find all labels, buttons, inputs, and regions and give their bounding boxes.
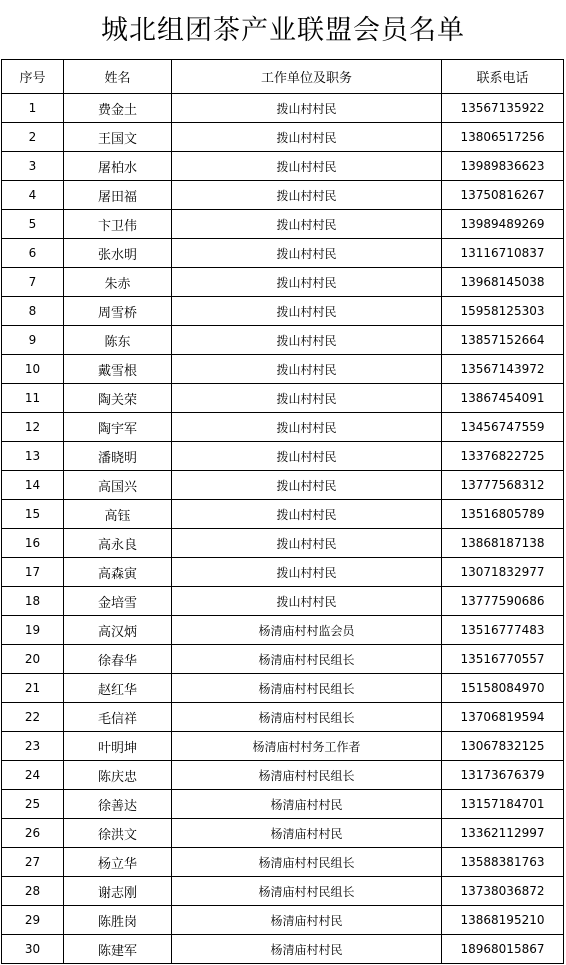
table-row: [2, 906, 564, 935]
cell-name: 陶关荣: [64, 384, 172, 413]
table-row: [2, 616, 564, 645]
cell-phone: 13567143972: [442, 355, 564, 384]
cell-position: 拨山村村民: [172, 587, 442, 616]
cell-index: 20: [2, 645, 64, 674]
cell-phone: 13989836623: [442, 152, 564, 181]
table-body: [2, 94, 564, 964]
cell-position: 拨山村村民: [172, 94, 442, 123]
cell-name: 谢志刚: [64, 877, 172, 906]
cell-name: 金培雪: [64, 587, 172, 616]
cell-name: 赵红华: [64, 674, 172, 703]
cell-position: 拨山村村民: [172, 442, 442, 471]
cell-position: 杨清庙村村民组长: [172, 877, 442, 906]
cell-index: 8: [2, 297, 64, 326]
cell-index: 9: [2, 326, 64, 355]
table-header-row: [2, 60, 564, 94]
cell-index: 11: [2, 384, 64, 413]
cell-phone: 13567135922: [442, 94, 564, 123]
cell-index: 4: [2, 181, 64, 210]
table-row: [2, 326, 564, 355]
cell-index: 7: [2, 268, 64, 297]
cell-position: 杨清庙村村民组长: [172, 761, 442, 790]
table-row: [2, 239, 564, 268]
cell-index: 3: [2, 152, 64, 181]
cell-index: 23: [2, 732, 64, 761]
cell-position: 杨清庙村村监会员: [172, 616, 442, 645]
table-row: [2, 935, 564, 964]
table-row: [2, 442, 564, 471]
cell-phone: 13738036872: [442, 877, 564, 906]
table-row: [2, 558, 564, 587]
cell-phone: 13456747559: [442, 413, 564, 442]
cell-position: 拨山村村民: [172, 326, 442, 355]
cell-name: 卞卫伟: [64, 210, 172, 239]
header-index: 序号: [2, 60, 64, 94]
cell-phone: 13116710837: [442, 239, 564, 268]
cell-phone: 13157184701: [442, 790, 564, 819]
cell-phone: 13750816267: [442, 181, 564, 210]
table-row: [2, 732, 564, 761]
cell-phone: 13173676379: [442, 761, 564, 790]
cell-position: 杨清庙村村民组长: [172, 703, 442, 732]
cell-index: 22: [2, 703, 64, 732]
cell-name: 陶宇军: [64, 413, 172, 442]
cell-name: 屠柏水: [64, 152, 172, 181]
cell-phone: 13706819594: [442, 703, 564, 732]
cell-position: 拨山村村民: [172, 558, 442, 587]
cell-phone: 13071832977: [442, 558, 564, 587]
table-row: [2, 210, 564, 239]
cell-position: 拨山村村民: [172, 471, 442, 500]
cell-index: 19: [2, 616, 64, 645]
cell-phone: 13516805789: [442, 500, 564, 529]
cell-index: 21: [2, 674, 64, 703]
cell-name: 陈庆忠: [64, 761, 172, 790]
cell-position: 杨清庙村村民组长: [172, 674, 442, 703]
cell-index: 5: [2, 210, 64, 239]
cell-index: 12: [2, 413, 64, 442]
cell-index: 6: [2, 239, 64, 268]
cell-name: 朱赤: [64, 268, 172, 297]
cell-index: 14: [2, 471, 64, 500]
table-row: [2, 94, 564, 123]
cell-position: 拨山村村民: [172, 297, 442, 326]
cell-name: 高国兴: [64, 471, 172, 500]
cell-name: 毛信祥: [64, 703, 172, 732]
cell-phone: 15958125303: [442, 297, 564, 326]
cell-position: 拨山村村民: [172, 210, 442, 239]
cell-name: 戴雪根: [64, 355, 172, 384]
cell-phone: 13362112997: [442, 819, 564, 848]
cell-position: 拨山村村民: [172, 384, 442, 413]
cell-index: 30: [2, 935, 64, 964]
cell-name: 高永良: [64, 529, 172, 558]
cell-name: 陈胜岗: [64, 906, 172, 935]
table-row: [2, 645, 564, 674]
cell-index: 26: [2, 819, 64, 848]
cell-name: 高汉炳: [64, 616, 172, 645]
cell-index: 24: [2, 761, 64, 790]
cell-phone: 13516770557: [442, 645, 564, 674]
cell-phone: 18968015867: [442, 935, 564, 964]
page-title: 城北组团茶产业联盟会员名单: [101, 15, 465, 46]
cell-name: 徐洪文: [64, 819, 172, 848]
cell-position: 杨清庙村村民: [172, 906, 442, 935]
table-row: [2, 500, 564, 529]
table-row: [2, 761, 564, 790]
table-row: [2, 181, 564, 210]
cell-name: 徐春华: [64, 645, 172, 674]
cell-phone: 13777568312: [442, 471, 564, 500]
cell-phone: 13867454091: [442, 384, 564, 413]
table-row: [2, 123, 564, 152]
table-row: [2, 877, 564, 906]
cell-position: 拨山村村民: [172, 123, 442, 152]
cell-name: 陈东: [64, 326, 172, 355]
cell-name: 潘晓明: [64, 442, 172, 471]
table-row: [2, 384, 564, 413]
cell-phone: 13376822725: [442, 442, 564, 471]
cell-index: 28: [2, 877, 64, 906]
cell-name: 王国文: [64, 123, 172, 152]
cell-phone: 13968145038: [442, 268, 564, 297]
cell-position: 杨清庙村村务工作者: [172, 732, 442, 761]
cell-position: 拨山村村民: [172, 355, 442, 384]
cell-index: 13: [2, 442, 64, 471]
table-row: [2, 819, 564, 848]
cell-index: 18: [2, 587, 64, 616]
cell-index: 27: [2, 848, 64, 877]
cell-name: 徐善达: [64, 790, 172, 819]
cell-phone: 13989489269: [442, 210, 564, 239]
cell-index: 16: [2, 529, 64, 558]
cell-name: 屠田福: [64, 181, 172, 210]
cell-position: 拨山村村民: [172, 152, 442, 181]
cell-position: 拨山村村民: [172, 239, 442, 268]
cell-index: 29: [2, 906, 64, 935]
cell-phone: 13868187138: [442, 529, 564, 558]
cell-position: 杨清庙村村民组长: [172, 645, 442, 674]
table-row: [2, 413, 564, 442]
cell-position: 杨清庙村村民: [172, 935, 442, 964]
header-position: 工作单位及职务: [172, 60, 442, 94]
cell-phone: 13588381763: [442, 848, 564, 877]
table-row: [2, 529, 564, 558]
cell-phone: 15158084970: [442, 674, 564, 703]
cell-position: 拨山村村民: [172, 500, 442, 529]
cell-position: 杨清庙村村民组长: [172, 848, 442, 877]
table-row: [2, 587, 564, 616]
cell-name: 叶明坤: [64, 732, 172, 761]
header-phone: 联系电话: [442, 60, 564, 94]
table-row: [2, 848, 564, 877]
table-row: [2, 471, 564, 500]
cell-phone: 13857152664: [442, 326, 564, 355]
table-row: [2, 355, 564, 384]
cell-name: 张水明: [64, 239, 172, 268]
cell-index: 15: [2, 500, 64, 529]
cell-position: 拨山村村民: [172, 413, 442, 442]
header-name: 姓名: [64, 60, 172, 94]
cell-index: 2: [2, 123, 64, 152]
table-row: [2, 268, 564, 297]
cell-name: 陈建军: [64, 935, 172, 964]
cell-phone: 13777590686: [442, 587, 564, 616]
cell-name: 高钰: [64, 500, 172, 529]
cell-name: 杨立华: [64, 848, 172, 877]
cell-index: 17: [2, 558, 64, 587]
table-row: [2, 152, 564, 181]
table-row: [2, 703, 564, 732]
cell-position: 拨山村村民: [172, 181, 442, 210]
table-row: [2, 790, 564, 819]
table-row: [2, 674, 564, 703]
cell-name: 高森寅: [64, 558, 172, 587]
cell-name: 费金土: [64, 94, 172, 123]
cell-index: 25: [2, 790, 64, 819]
cell-index: 1: [2, 94, 64, 123]
member-table: [1, 59, 564, 964]
cell-phone: 13806517256: [442, 123, 564, 152]
cell-position: 杨清庙村村民: [172, 819, 442, 848]
table-row: [2, 297, 564, 326]
cell-index: 10: [2, 355, 64, 384]
cell-position: 拨山村村民: [172, 529, 442, 558]
cell-phone: 13868195210: [442, 906, 564, 935]
cell-phone: 13067832125: [442, 732, 564, 761]
cell-position: 杨清庙村村民: [172, 790, 442, 819]
cell-position: 拨山村村民: [172, 268, 442, 297]
cell-name: 周雪桥: [64, 297, 172, 326]
cell-phone: 13516777483: [442, 616, 564, 645]
